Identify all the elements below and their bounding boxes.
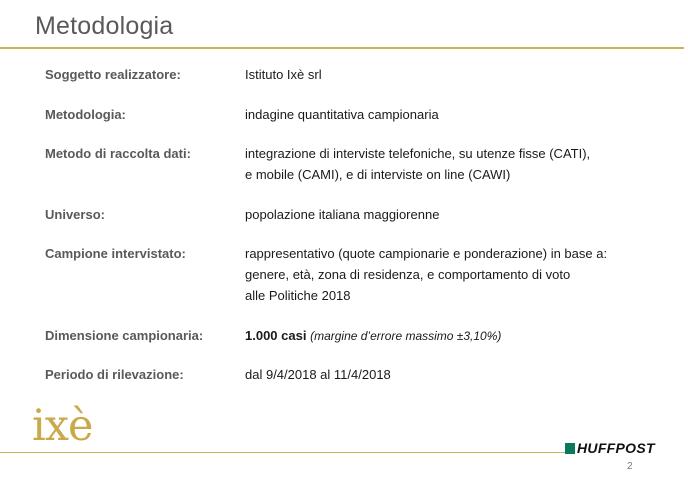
value-line: integrazione di interviste telefoniche, su utenze fisse (CATI), [245, 146, 591, 161]
page-number: 2 [627, 461, 633, 472]
huffpost-mark-icon [565, 443, 575, 454]
value-line: genere, età, zona di residenza, e comportamento di voto [245, 267, 571, 282]
row-label: Soggetto realizzatore: [45, 67, 181, 82]
value-line: Istituto Ixè srl [245, 67, 322, 82]
value-line: popolazione italiana maggiorenne [245, 207, 440, 222]
ixe-logo: ixè [32, 401, 93, 451]
row-label: Metodo di raccolta dati: [45, 146, 191, 161]
row-label: Universo: [45, 207, 105, 222]
row-value [245, 243, 607, 306]
value-line: alle Politiche 2018 [245, 288, 351, 303]
value-line: rappresentativo (quote campionarie e ponderazione) in base a: [245, 246, 608, 261]
row-value [245, 104, 439, 125]
row-label: Campione intervistato: [45, 246, 186, 261]
sample-size: 1.000 casi [245, 328, 307, 343]
margin-note: (margine d’errore massimo ±3,10%) [310, 329, 502, 343]
row-value [245, 143, 590, 185]
row-value [245, 325, 501, 347]
row-value [245, 64, 322, 85]
row-value [245, 204, 439, 225]
footer-divider [0, 452, 565, 453]
row-label: Dimensione campionaria: [45, 328, 204, 343]
title-divider [0, 47, 684, 49]
slide-title: Metodologia [35, 12, 174, 40]
row-label: Metodologia: [45, 107, 126, 122]
row-value [245, 364, 391, 385]
huffpost-wordmark: HUFFPOST [577, 440, 655, 456]
value-line: dal 9/4/2018 al 11/4/2018 [245, 367, 391, 382]
row-label: Periodo di rilevazione: [45, 367, 184, 382]
value-line: e mobile (CAMI), e di interviste on line (CAWI) [245, 167, 511, 182]
huffpost-logo [565, 440, 655, 456]
value-line: indagine quantitativa campionaria [245, 107, 439, 122]
